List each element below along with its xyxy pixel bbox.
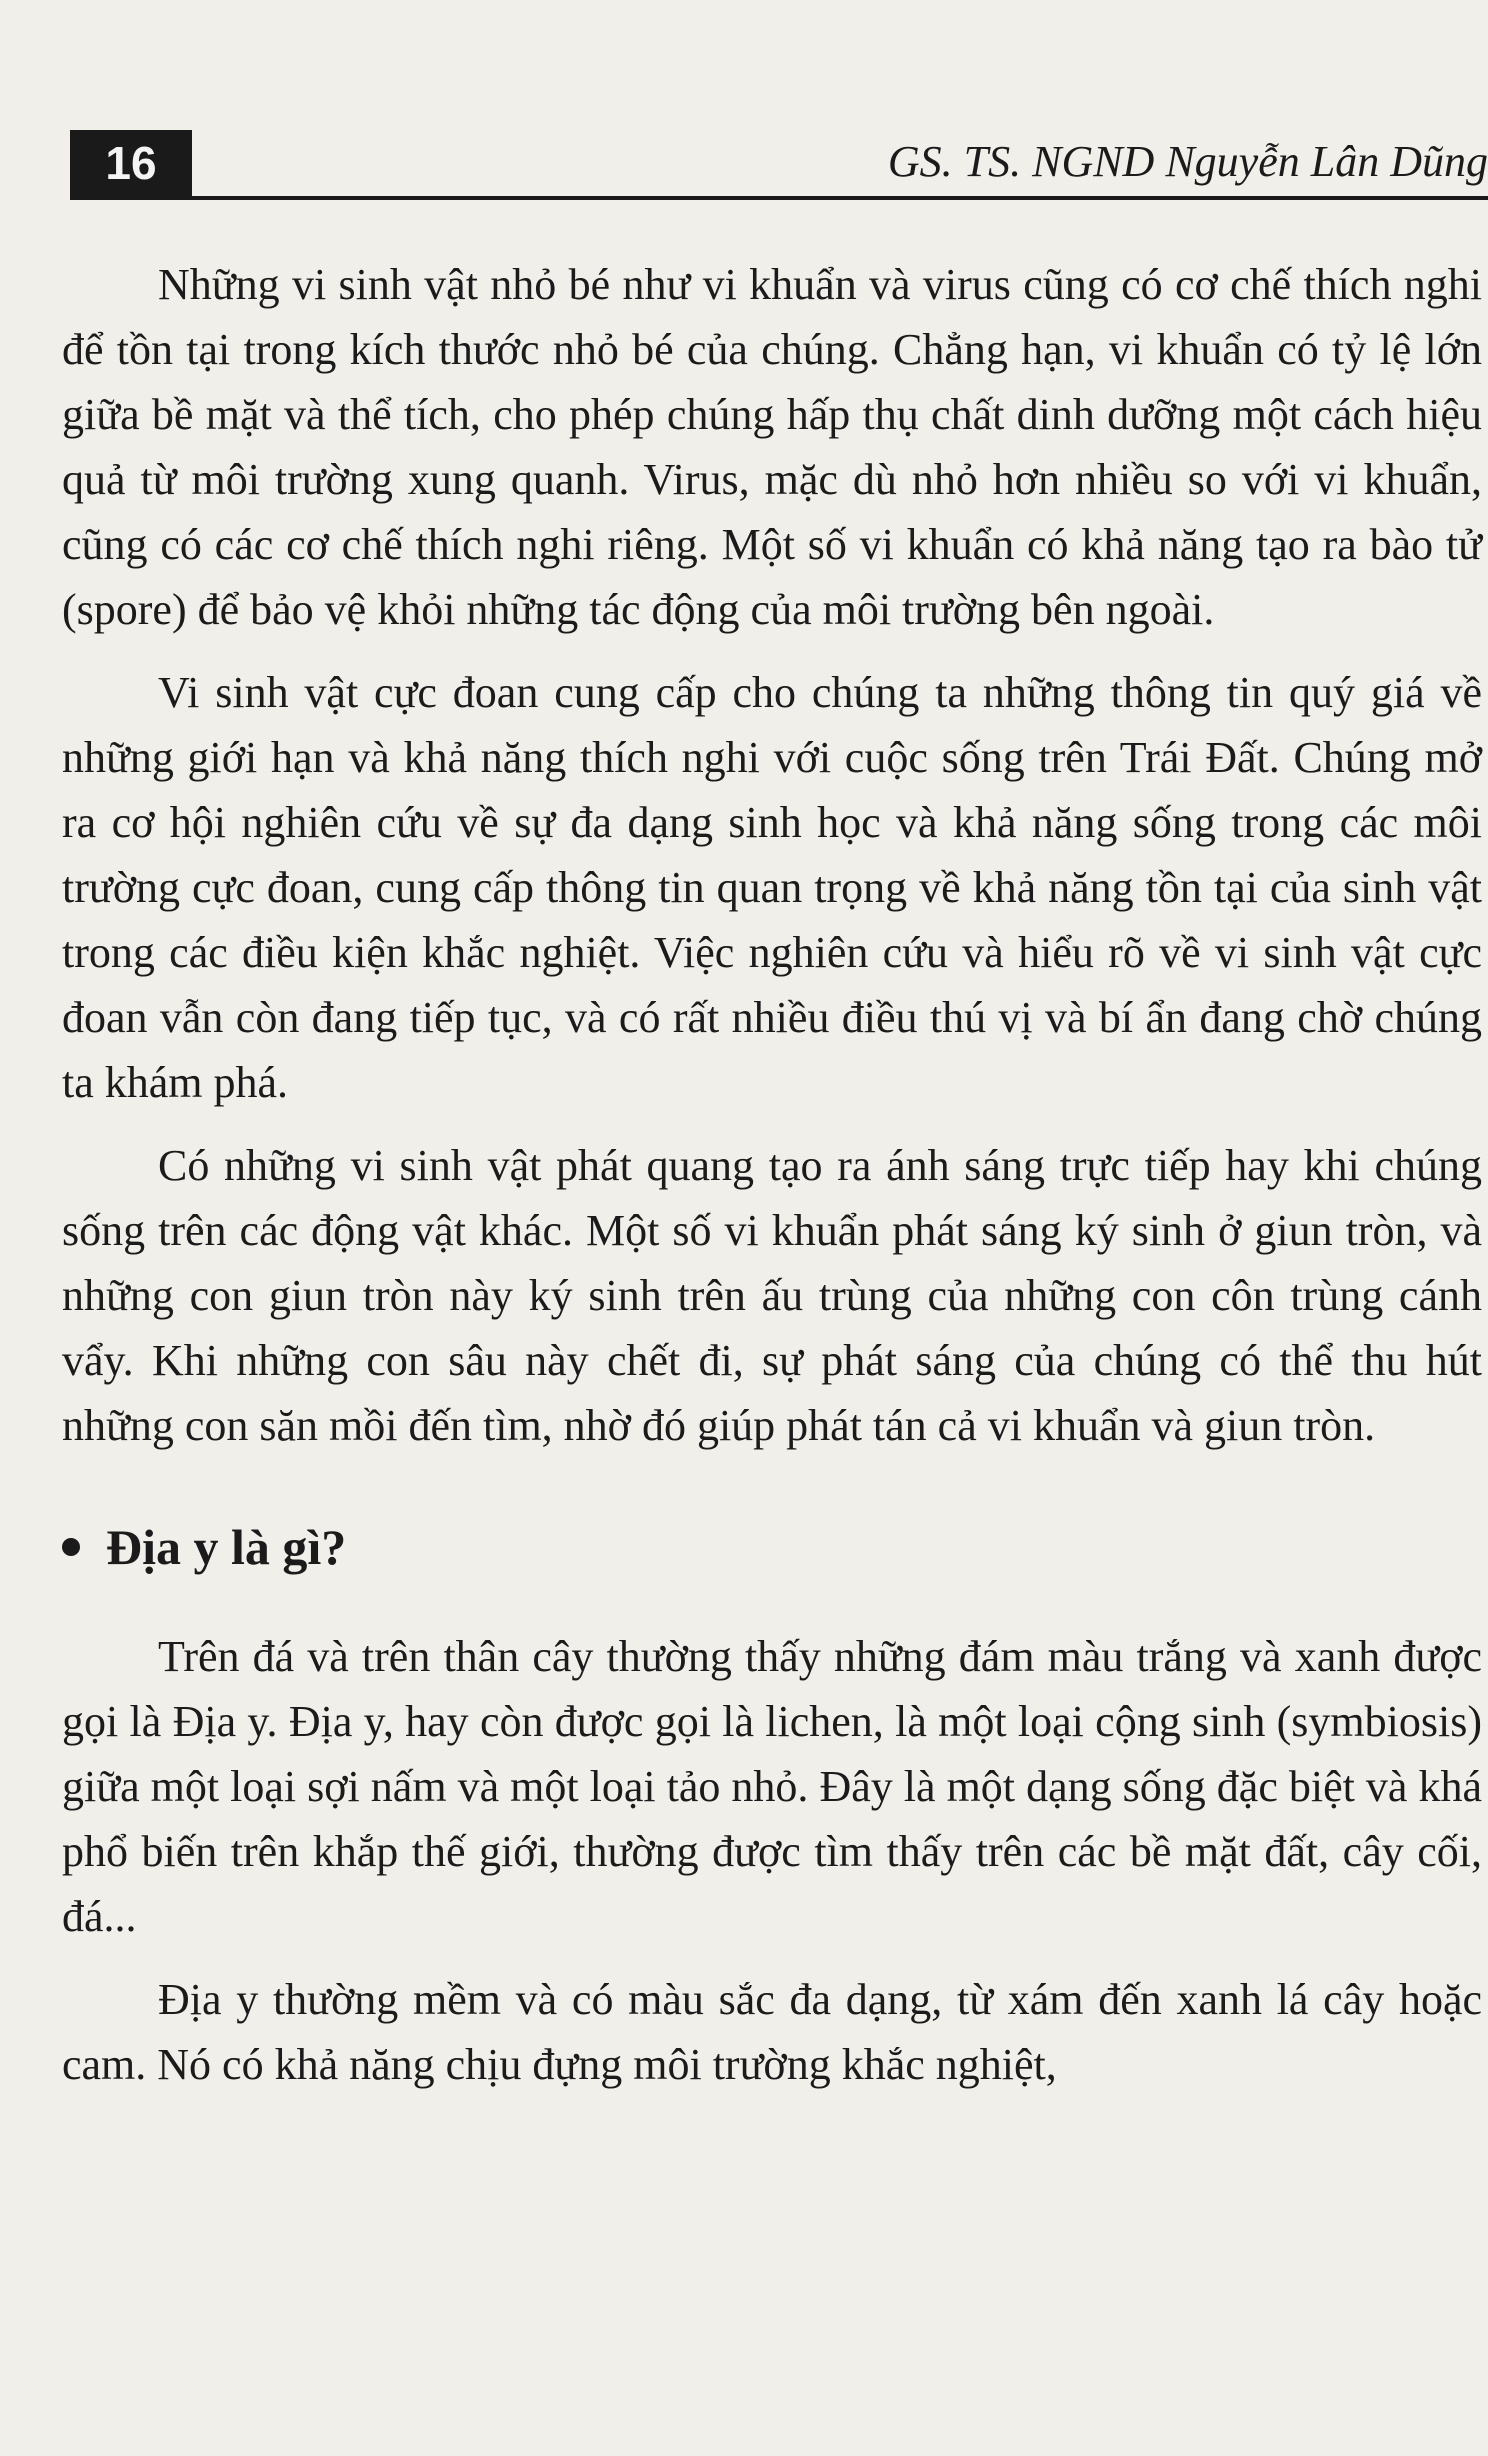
paragraph: Những vi sinh vật nhỏ bé như vi khuẩn và virus cũng có cơ chế thích nghi để tồn tại trong kích thước nhỏ bé của chúng. Chẳng hạn, vi khuẩn có tỷ lệ lớn giữa bề mặt và thể tích, cho phép chúng hấp thụ chất dinh dưỡng một cách hiệu quả từ môi trường xung quanh. Virus, mặc dù nhỏ hơn nhiều so với vi khuẩn, cũng có các cơ chế thích nghi riêng. Một số vi khuẩn có khả năng tạo ra bào tử (spore) để bảo vệ khỏi những tác động của môi trường bên ngoài.	[62, 260, 1482, 634]
page-number: 16	[70, 130, 192, 196]
section-heading-text: Địa y là gì?	[106, 1519, 347, 1575]
paragraph: Địa y thường mềm và có màu sắc đa dạng, từ xám đến xanh lá cây hoặc cam. Nó có khả năng chịu đựng môi trường khắc nghiệt,	[62, 1975, 1482, 2089]
paragraph: Có những vi sinh vật phát quang tạo ra ánh sáng trực tiếp hay khi chúng sống trên các động vật khác. Một số vi khuẩn phát sáng ký sinh ở giun tròn, và những con giun tròn này ký sinh trên ấu trùng của những con côn trùng cánh vẩy. Khi những con sâu này chết đi, sự phát sáng của chúng có thể thu hút những con săn mồi đến tìm, nhờ đó giúp phát tán cả vi khuẩn và giun tròn.	[62, 1141, 1482, 1450]
bullet-dot-icon	[62, 1538, 80, 1556]
paragraph: Vi sinh vật cực đoan cung cấp cho chúng ta những thông tin quý giá về những giới hạn và khả năng thích nghi với cuộc sống trên Trái Đất. Chúng mở ra cơ hội nghiên cứu về sự đa dạng sinh học và khả năng sống trong các môi trường cực đoan, cung cấp thông tin quan trọng về khả năng tồn tại của sinh vật trong các điều kiện khắc nghiệt. Việc nghiên cứu và hiểu rõ về vi sinh vật cực đoan vẫn còn đang tiếp tục, và có rất nhiều điều thú vị và bí ẩn đang chờ chúng ta khám phá.	[62, 668, 1482, 1107]
section-heading	[62, 1512, 1482, 1582]
page-body	[62, 252, 1482, 2115]
running-head: GS. TS. NGND Nguyễn Lân Dũng	[887, 137, 1488, 186]
page-header	[70, 130, 1488, 204]
header-rule	[70, 196, 1488, 200]
paragraph: Trên đá và trên thân cây thường thấy những đám màu trắng và xanh được gọi là Địa y. Địa y, hay còn được gọi là lichen, là một loại cộng sinh (symbiosis) giữa một loại sợi nấm và một loại tảo nhỏ. Đây là một dạng sống đặc biệt và khá phổ biến trên khắp thế giới, thường được tìm thấy trên các bề mặt đất, cây cối, đá...	[62, 1632, 1482, 1941]
